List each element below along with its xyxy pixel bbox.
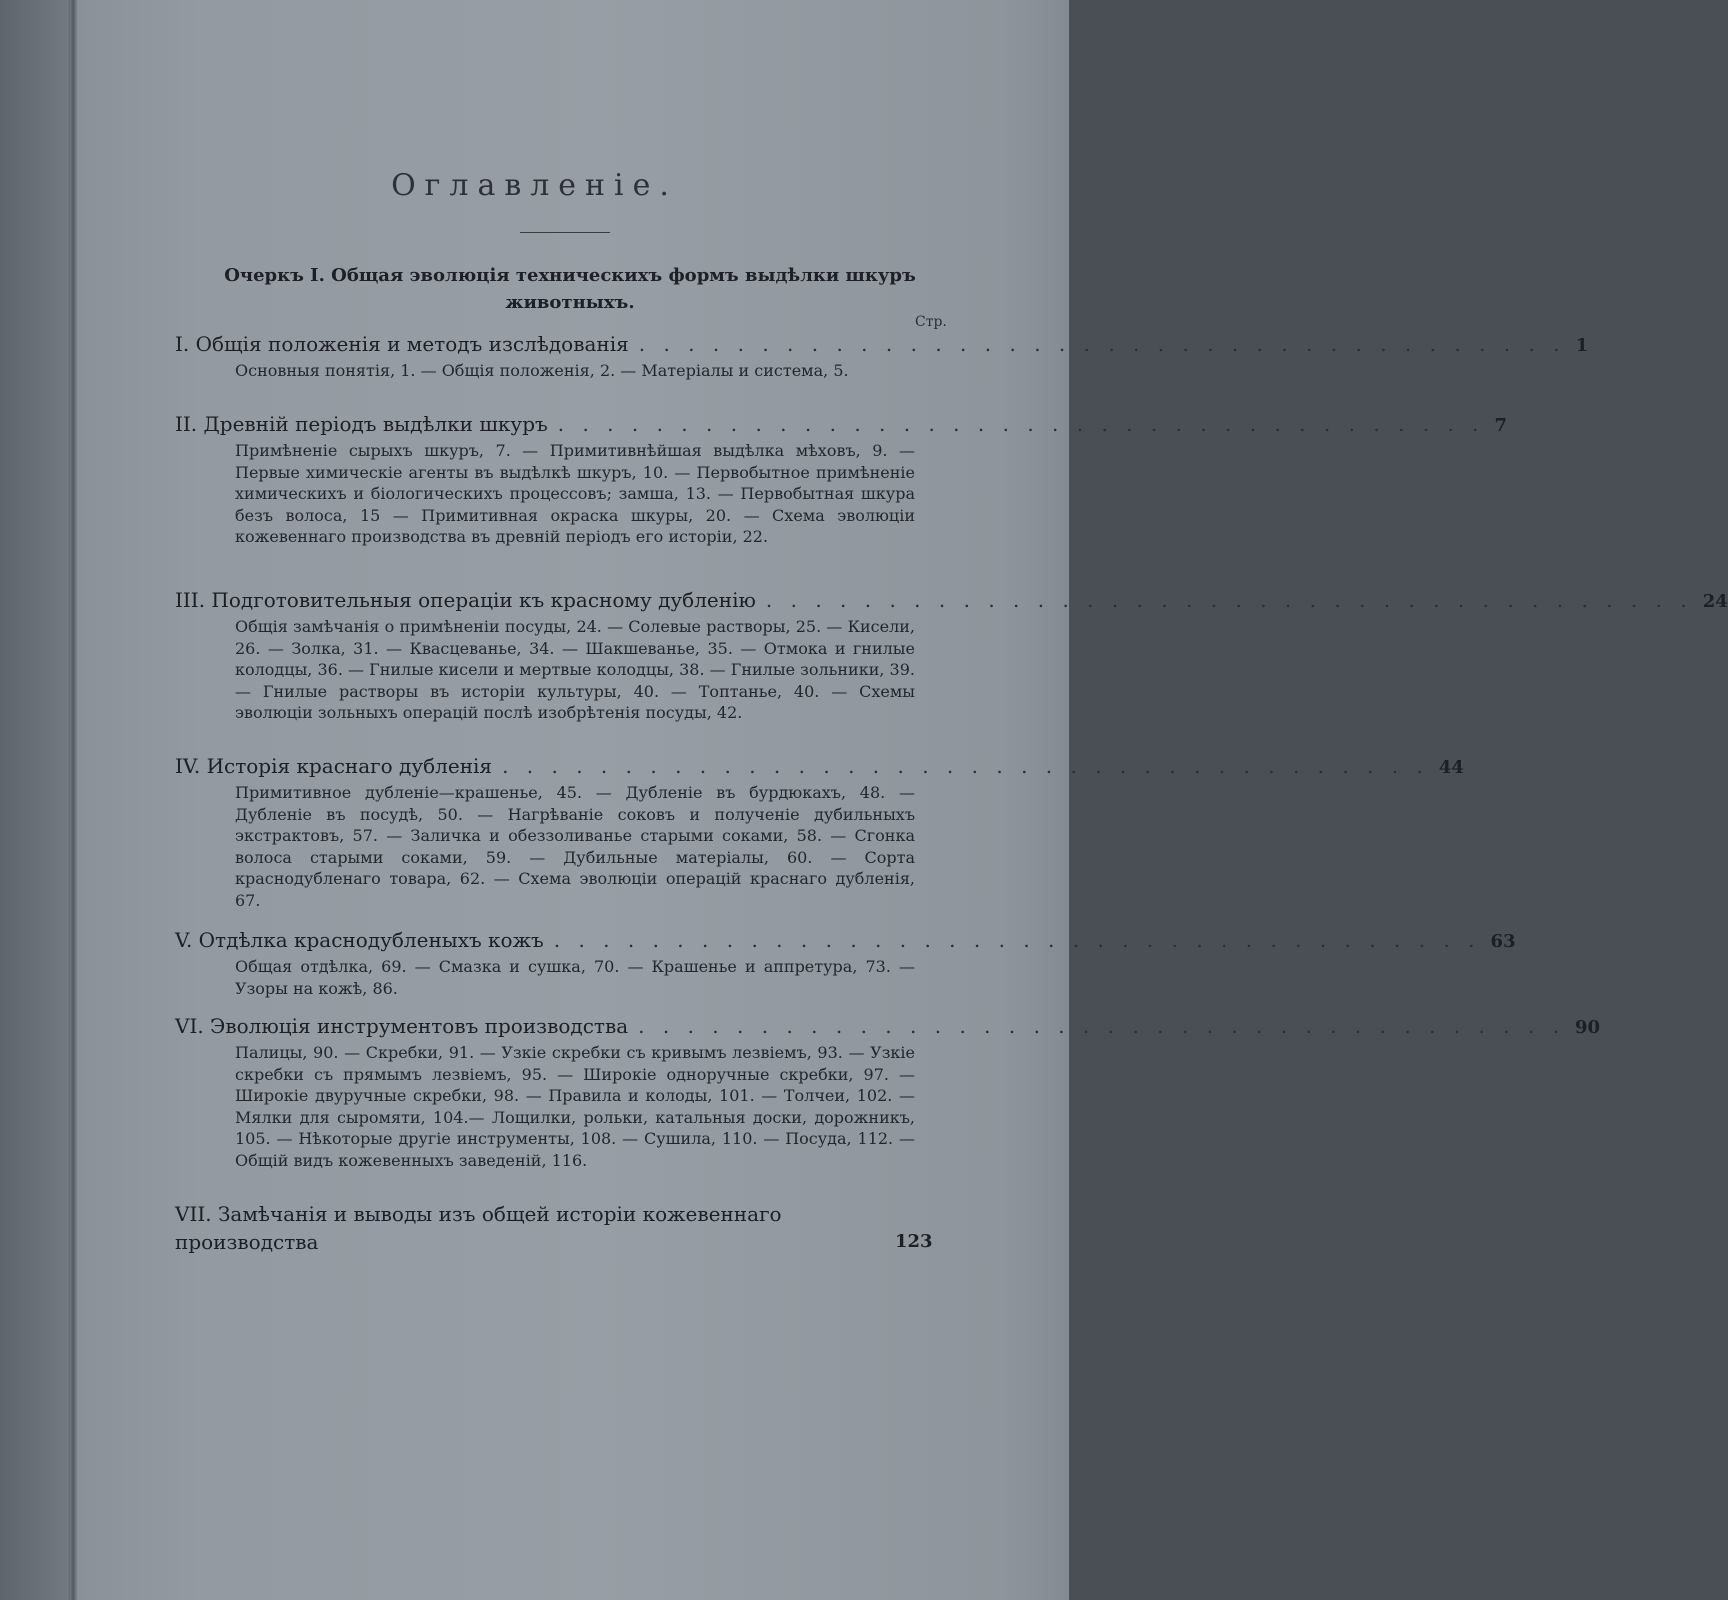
toc-entry-description: Примитивное дубленіе—крашенье, 45. — Дубленіе въ бурдюкахъ, 48. — Дубленіе въ посудѣ, 50. — Нагрѣваніе соковъ и полученіе дубильныхъ экстрактовъ, 57. — Заличка и обеззоливанье старыми соками, 58. — Сгонка волоса старыми соками, 59. — Дубильные матеріалы, 60. — Сорта краснодубленаго товара, 62. — Схема эволюціи операцій краснаго дубленія, 67. (235, 783, 915, 910)
toc-entry-page: 44 (1438, 757, 1464, 778)
toc-entry-description: Общія замѣчанія о примѣненіи посуды, 24. — Солевые растворы, 25. — Кисели, 26. — Золка, 31. — Квасцеванье, 34. — Шакшеванье, 35. — Отмока и гнилые колодцы, 36. — Гнилые кисели и мертвые колодцы, 38. — Гнилые зольники, 39. — Гнилые растворы въ исторіи культуры, 40. — Топтанье, 40. — Схемы эволюціи зольныхъ операцій послѣ изобрѣтенія посуды, 42. (235, 617, 915, 722)
toc-entry-description: Основныя понятія, 1. — Общія положенія, 2. — Матеріалы и система, 5. (235, 361, 849, 380)
toc-entry-title: I. Общія положенія и методъ изслѣдованія (175, 332, 629, 356)
title-divider (520, 232, 610, 233)
toc-entry-page: 7 (1494, 415, 1508, 436)
toc-entry-title: II. Древній періодъ выдѣлки шкуръ (175, 412, 548, 436)
toc-entry-4 (175, 752, 1464, 911)
dot-leader: . . . . . . . . . . . . . . . . . . . . . . . . . . . . . . . . . . . . . . (502, 754, 1429, 778)
toc-entry-5 (175, 926, 1516, 999)
dot-leader: . . . . . . . . . . . . . . . . . . . . . . . . . . . . . . . . . . . . . . (765, 588, 1693, 612)
toc-entry-title: III. Подготовительныя операціи къ красному дубленію (175, 588, 756, 612)
toc-entry-title: VI. Эволюція инструментовъ производства (175, 1014, 629, 1038)
toc-entry-2 (175, 410, 1508, 548)
toc-entry-7 (175, 1200, 975, 1256)
toc-entry-description: Примѣненіе сырыхъ шкуръ, 7. — Примитивнѣйшая выдѣлка мѣховъ, 9. — Первые химическіе агенты въ выдѣлкѣ шкуръ, 10. — Первобытное примѣненіе химическихъ и біологическихъ процессовъ; замша, 13. — Первобытная шкура безъ волоса, 15 — Примитивная окраска шкуры, 20. — Схема эволюціи кожевеннаго производства въ древній періодъ его исторіи, 22. (235, 441, 915, 546)
dot-leader: . . . . . . . . . . . . . . . . . . . . . . . . . . . . . . . . . . . . . . (557, 412, 1485, 436)
page-column-label: Стр. (915, 314, 947, 330)
toc-entry-3 (175, 586, 1728, 724)
toc-entry-description: Палицы, 90. — Скребки, 91. — Узкіе скребки съ кривымъ лезвіемъ, 93. — Узкіе скребки съ прямымъ лезвіемъ, 95. — Широкіе одноручные скребки, 97. — Широкіе двуручные скребки, 98. — Правила и колоды, 101. — Толчеи, 102. — Мялки для сыромяти, 104.— Лощилки, рольки, катальныя доски, дорожникъ, 105. — Нѣкоторые другіе инструменты, 108. — Сушила, 110. — Посуда, 112. — Общій видъ кожевенныхъ заведеній, 116. (235, 1043, 915, 1170)
toc-entry-description: Общая отдѣлка, 69. — Смазка и сушка, 70. — Крашенье и аппретура, 73. — Узоры на кожѣ, 86. (235, 957, 915, 998)
dot-leader: . . . . . . . . . . . . . . . . . . . . . . . . . . . . . . . . . . . . . . (638, 1014, 1565, 1038)
essay-heading: Очеркъ I. Общая эволюція техническихъ формъ выдѣлки шкуръ животныхъ. (224, 265, 916, 313)
toc-entry-page: 90 (1574, 1017, 1601, 1038)
toc-entry-6 (175, 1012, 1601, 1171)
book-spine-shadow (68, 0, 78, 1600)
dot-leader: . . . . . . . . . . . . . . . . . . . . . . . . . . . . . . . . . . . . . . (638, 332, 1566, 356)
toc-entry-page: 123 (895, 1231, 933, 1252)
toc-entry-title: VII. Замѣчанія и выводы изъ общей исторіи кожевеннаго производства (175, 1202, 782, 1254)
toc-entry-title: V. Отдѣлка краснодубленыхъ кожъ (175, 928, 544, 952)
toc-entry-page: 24 (1702, 591, 1728, 612)
toc-entry-title: IV. Исторія краснаго дубленія (175, 754, 493, 778)
toc-entry-1 (175, 330, 1589, 382)
left-facing-page (0, 0, 70, 1600)
toc-entry-page: 63 (1490, 931, 1516, 952)
page-title: Оглавленіе. (391, 168, 678, 203)
toc-entry-page: 1 (1575, 335, 1589, 356)
dot-leader: . . . . . . . . . . . . . . . . . . . . . . . . . . . . . . . . . . . . . . (553, 928, 1481, 952)
